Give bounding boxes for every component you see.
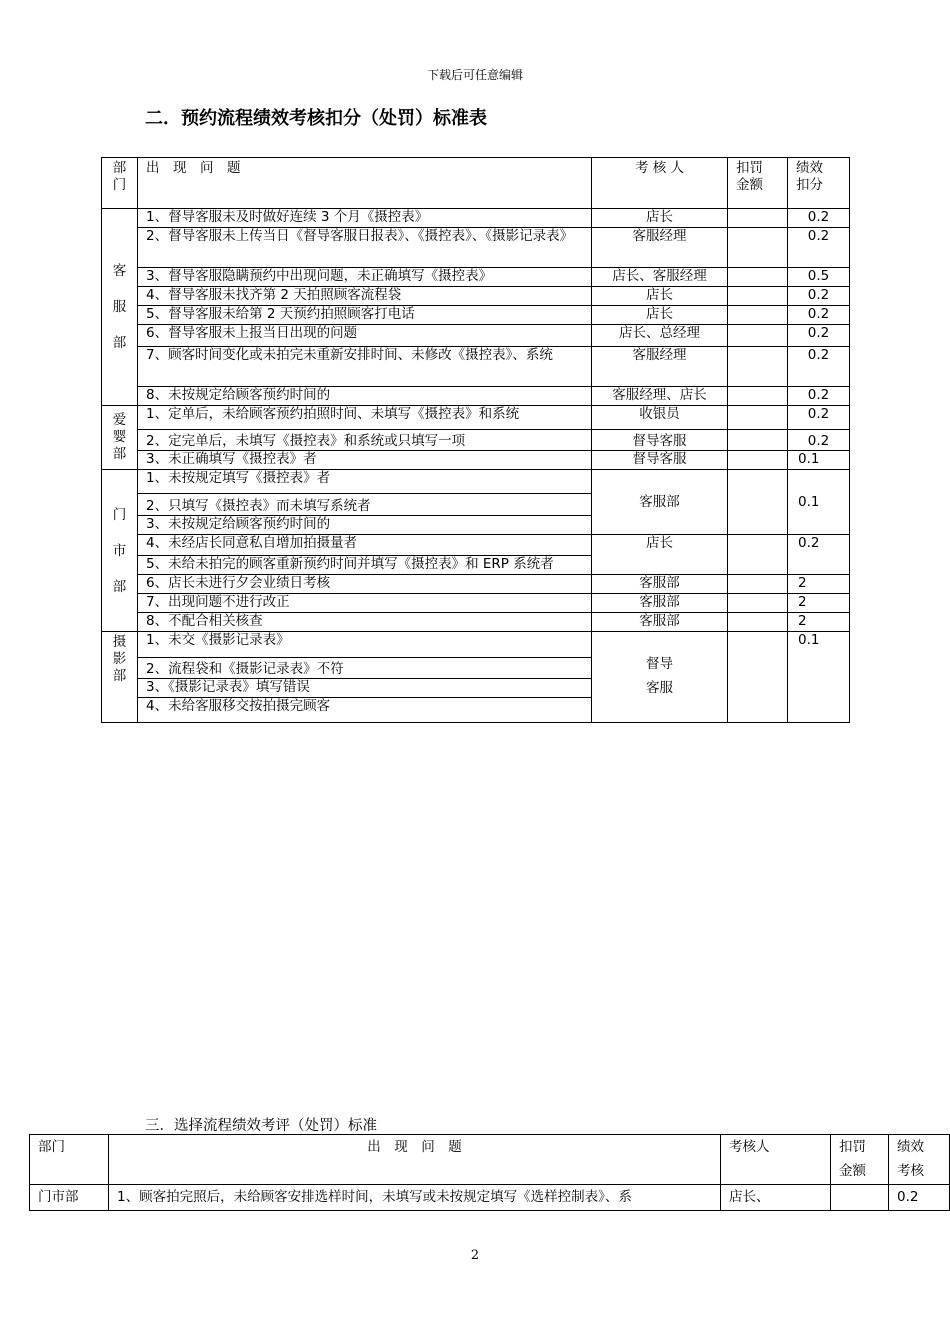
score-cell: 0.2 [788,287,850,306]
col-header-dept: 部 门 [102,158,138,209]
appointment-penalty-table [101,157,850,723]
assessor-cell: 店长、 [721,1185,831,1211]
table-row [102,470,850,494]
page-number: 2 [470,1248,480,1263]
table-row [102,430,850,451]
col-header-fine: 扣罚 金额 [728,158,788,209]
assessor-cell: 客服经理 [592,228,728,268]
fine-cell [728,347,788,387]
assessor-cell: 收银员 [592,406,728,430]
issue-cell: 4、未给客服移交按拍摄完顾客 [138,698,592,723]
fine-cell [728,632,788,723]
fine-cell [728,535,788,575]
table-header-row [102,158,850,209]
issue-cell: 3、未正确填写《摄控表》者 [138,451,592,470]
dept-cell: 门市部 [30,1185,109,1211]
issue-cell: 3、未按规定给顾客预约时间的 [138,516,592,535]
score-cell: 0.1 [788,451,850,470]
assessor-cell: 客服部 [592,470,728,535]
issue-cell: 8、不配合相关核查 [138,613,592,632]
issue-cell: 6、店长未进行夕会业绩日考核 [138,575,592,594]
assessor-cell: 店长 [592,306,728,325]
issue-cell: 3、《摄影记录表》填写错误 [138,679,592,698]
table-row [102,268,850,287]
table-row [102,594,850,613]
col-header-assessor: 考核人 [721,1135,831,1185]
dept-sheying: 摄 影 部 [102,632,138,723]
col-header-score: 绩效 扣分 [788,158,850,209]
table-row [102,325,850,347]
score-cell: 0.2 [788,306,850,325]
score-cell: 0.1 [788,470,850,535]
fine-cell [728,594,788,613]
assessor-cell: 店长、客服经理 [592,268,728,287]
table-row [102,451,850,470]
issue-cell: 2、流程袋和《摄影记录表》不符 [138,658,592,679]
fine-cell [728,209,788,228]
assessor-cell: 客服经理、店长 [592,387,728,406]
issue-cell: 5、未给未拍完的顾客重新预约时间并填写《摄控表》和 ERP 系统者 [138,556,592,575]
col-header-score: 绩效 考核 [889,1135,950,1185]
fine-cell [728,406,788,430]
issue-cell: 8、未按规定给顾客预约时间的 [138,387,592,406]
col-header-assessor: 考 核 人 [592,158,728,209]
col-header-fine: 扣罚 金额 [831,1135,889,1185]
fine-cell [728,470,788,535]
dept-menshi: 门 市 部 [102,470,138,632]
issue-cell: 7、出现问题不进行改正 [138,594,592,613]
score-cell: 0.2 [788,325,850,347]
section-3-title: 三．选择流程绩效考评（处罚）标准 [145,1118,377,1134]
score-cell: 0.2 [788,387,850,406]
score-cell: 2 [788,594,850,613]
score-cell: 0.1 [788,632,850,723]
score-cell: 0.2 [788,535,850,575]
score-cell: 2 [788,575,850,594]
issue-cell: 5、督导客服未给第 2 天预约拍照顾客打电话 [138,306,592,325]
table-row [102,228,850,268]
assessor-cell: 店长 [592,287,728,306]
score-cell: 2 [788,613,850,632]
table-header-row [30,1135,950,1185]
table-row [102,406,850,430]
assessor-cell: 店长 [592,535,728,575]
assessor-cell: 督导客服 [592,451,728,470]
issue-cell: 1、定单后，未给顾客预约拍照时间、未填写《摄控表》和系统 [138,406,592,430]
assessor-cell: 客服部 [592,613,728,632]
score-cell: 0.2 [788,430,850,451]
col-header-issue: 出 现 问 题 [138,158,592,209]
fine-cell [728,451,788,470]
assessor-cell: 客服部 [592,575,728,594]
fine-cell [728,268,788,287]
issue-cell: 7、顾客时间变化或未拍完未重新安排时间、未修改《摄控表》、系统 [138,347,592,387]
issue-cell: 2、督导客服未上传当日《督导客服日报表》、《摄控表》、《摄影记录表》 [138,228,592,268]
fine-cell [728,228,788,268]
score-cell: 0.2 [788,209,850,228]
table-row [102,306,850,325]
issue-cell: 1、顾客拍完照后，未给顾客安排选样时间，未填写或未按规定填写《选样控制表》、系 [109,1185,721,1211]
issue-cell: 3、督导客服隐瞒预约中出现问题，未正确填写《摄控表》 [138,268,592,287]
score-cell: 0.2 [788,228,850,268]
table-row [102,613,850,632]
table-row [102,575,850,594]
col-header-issue: 出 现 问 题 [109,1135,721,1185]
issue-cell: 2、只填写《摄控表》而未填写系统者 [138,494,592,516]
issue-cell: 4、未经店长同意私自增加拍摄量者 [138,535,592,556]
table-row [102,632,850,658]
issue-cell: 6、督导客服未上报当日出现的问题 [138,325,592,347]
dept-aiying: 爱 婴 部 [102,406,138,470]
fine-cell [728,387,788,406]
issue-cell: 1、未按规定填写《摄控表》者 [138,470,592,494]
assessor-cell: 客服部 [592,594,728,613]
fine-cell [728,575,788,594]
selection-penalty-table [29,1134,950,1211]
assessor-cell: 督导客服 [592,430,728,451]
issue-cell: 1、未交《摄影记录表》 [138,632,592,658]
fine-cell [728,287,788,306]
score-cell: 0.2 [788,406,850,430]
assessor-cell: 督导 客服 [592,632,728,723]
page-header: 下载后可任意编辑 [426,68,523,82]
table-row [102,535,850,556]
dept-kefu: 客 服 部 [102,209,138,406]
issue-cell: 1、督导客服未及时做好连续 3 个月《摄控表》 [138,209,592,228]
assessor-cell: 店长 [592,209,728,228]
issue-cell: 2、定完单后，未填写《摄控表》和系统或只填写一项 [138,430,592,451]
fine-cell [728,325,788,347]
col-header-dept: 部门 [30,1135,109,1185]
table-row [102,287,850,306]
table-row [30,1185,950,1211]
section-2-title: 二．预约流程绩效考核扣分（处罚）标准表 [145,108,487,129]
fine-cell [728,430,788,451]
issue-cell: 4、督导客服未找齐第 2 天拍照顾客流程袋 [138,287,592,306]
assessor-cell: 客服经理 [592,347,728,387]
score-cell: 0.2 [889,1185,950,1211]
score-cell: 0.2 [788,347,850,387]
fine-cell [831,1185,889,1211]
table-row [102,387,850,406]
table-row [102,209,850,228]
assessor-cell: 店长、总经理 [592,325,728,347]
score-cell: 0.5 [788,268,850,287]
fine-cell [728,306,788,325]
table-row [102,347,850,387]
fine-cell [728,613,788,632]
